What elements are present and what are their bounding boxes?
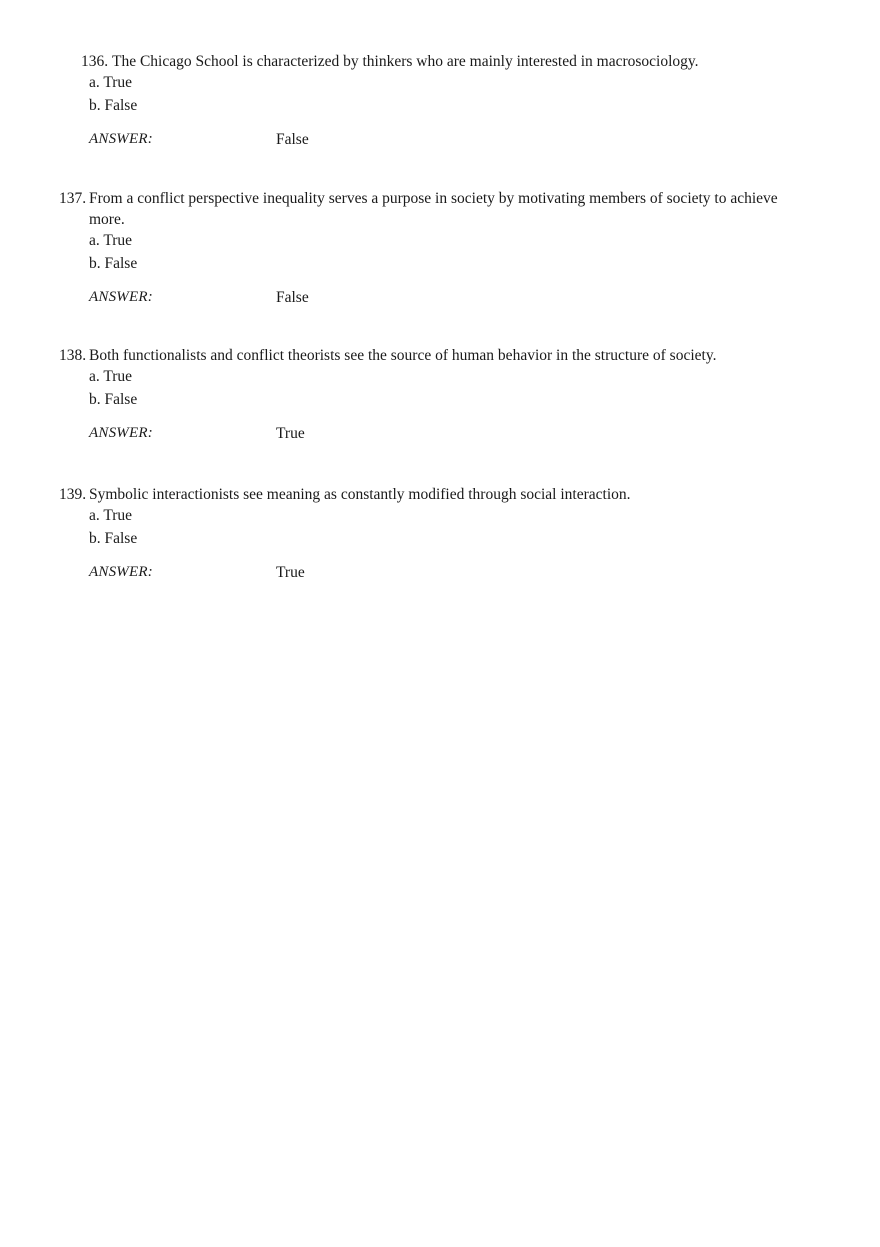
answer-label: ANSWER: (89, 131, 153, 147)
option-false: b. False (89, 97, 138, 114)
answer-label: ANSWER: (89, 564, 153, 580)
question-139 (0, 484, 880, 583)
option-true: a. True (89, 368, 133, 385)
answer-value: False (276, 131, 309, 148)
answer-value: True (276, 425, 305, 442)
question-number: 138. (59, 347, 87, 364)
option-list (0, 366, 880, 412)
option-true: a. True (89, 507, 133, 524)
question-138 (0, 345, 880, 444)
question-stem (0, 345, 880, 366)
option-false: b. False (89, 391, 138, 408)
answer-row (0, 287, 880, 308)
answer-row (0, 129, 880, 150)
question-number: 136. (81, 53, 109, 70)
answer-label: ANSWER: (89, 425, 153, 441)
question-number: 139. (59, 486, 87, 503)
question-stem (0, 51, 880, 72)
answer-label: ANSWER: (89, 289, 153, 305)
question-137 (0, 188, 880, 308)
option-list (0, 72, 880, 118)
answer-value: False (276, 289, 309, 306)
question-number: 137. (59, 190, 87, 207)
option-true: a. True (89, 74, 133, 91)
option-true: a. True (89, 232, 133, 249)
question-text: Symbolic interactionists see meaning as constantly modified through social interaction. (89, 486, 631, 503)
question-stem (0, 188, 880, 230)
question-136 (0, 51, 880, 150)
question-text: From a conflict perspective inequality serves a purpose in society by motivating members of society to achieve more. (89, 190, 778, 228)
question-text: Both functionalists and conflict theorists see the source of human behavior in the structure of society. (89, 347, 717, 364)
question-stem (0, 484, 880, 505)
answer-value: True (276, 564, 305, 581)
answer-row (0, 562, 880, 583)
option-list (0, 505, 880, 551)
option-false: b. False (89, 530, 138, 547)
question-text: The Chicago School is characterized by thinkers who are mainly interested in macrosociology. (112, 53, 699, 70)
option-false: b. False (89, 255, 138, 272)
answer-row (0, 423, 880, 444)
option-list (0, 230, 880, 276)
